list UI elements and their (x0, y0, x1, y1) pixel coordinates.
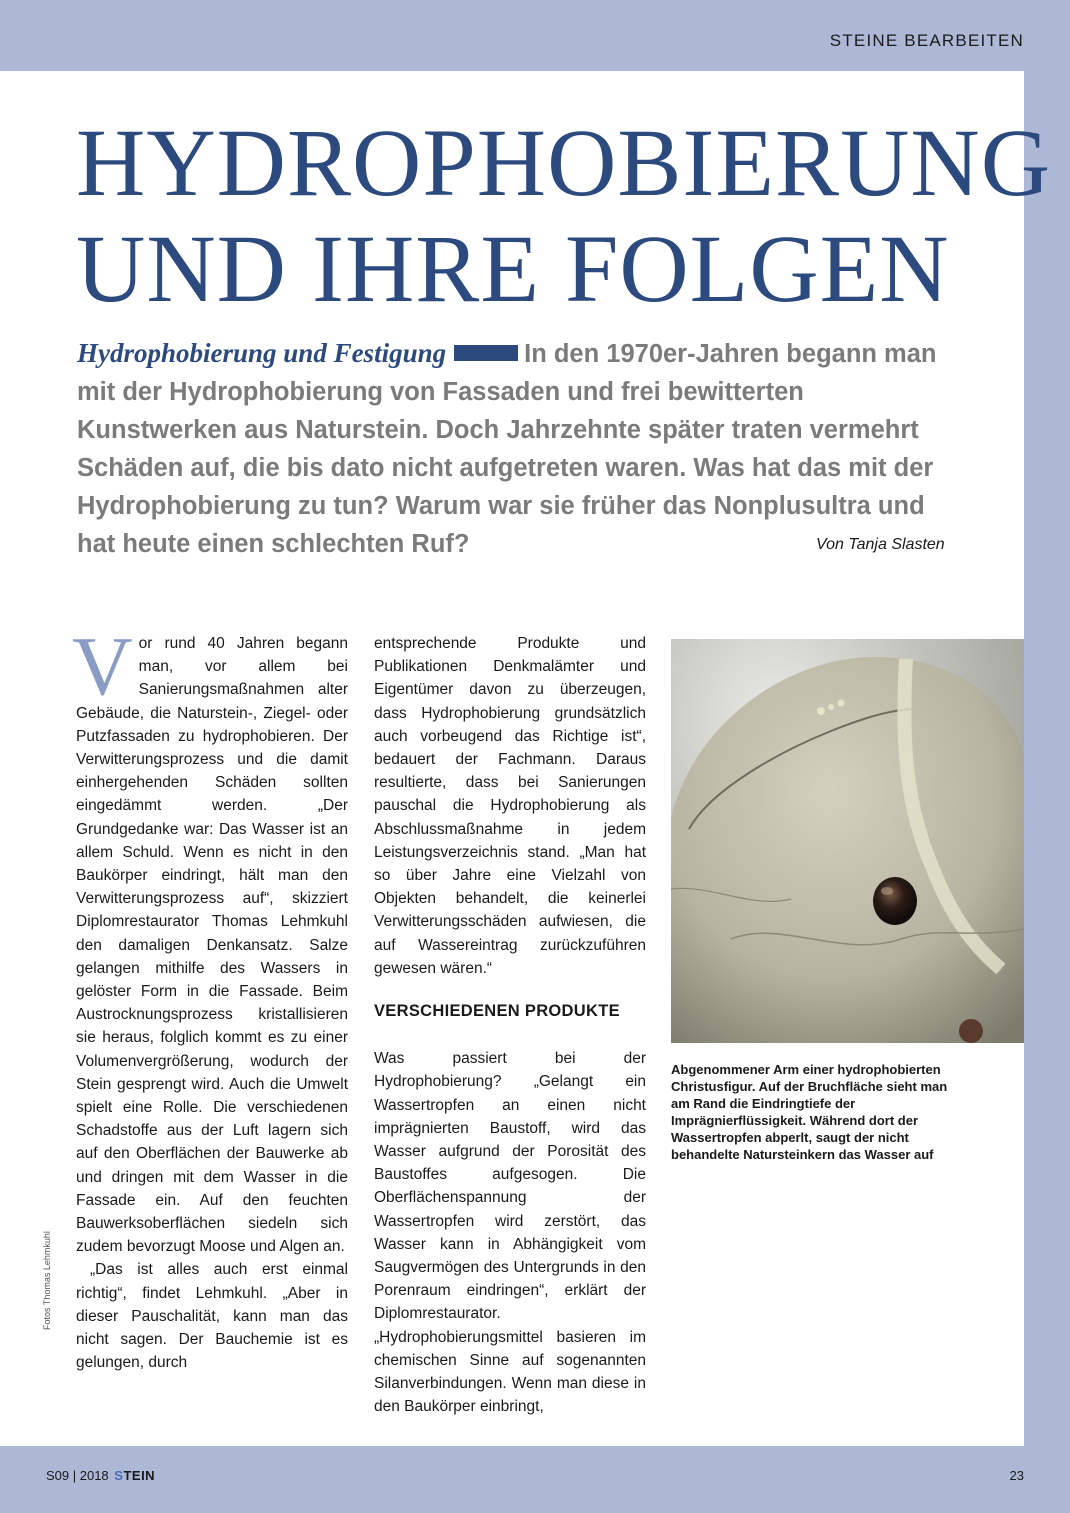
intro-paragraph (77, 334, 947, 563)
paragraph-3: entsprechende Produkte und Publikationen Denkmalämter und Eigentümer davon zu überzeugen, dass Hydrophobierung grundsätzlich auch vorbeugend das Richtige ist“, bedauert der Fachmann. Daraus resultierte, dass bei Sanierungen pauschal die Hydrophobierung als Abschlussmaßnahme in jedem Leistungsverzeichnis stand. „Man hat so über Jahre eine Vielzahl von Objekten behandelt, die keinerlei Verwitterungsschäden aufwiesen, die auf Wassereintrag zurückzuführen gewesen wären.“ (374, 635, 646, 977)
paragraph-1-text: or rund 40 Jahren begann man, vor allem bei Sanierungsmaßnahmen alter Gebäude, die Naturstein-, Ziegel- oder Putzfassaden zu hydrophobieren. Der Verwitterungsprozess und die damit einhergehenden Schäden sollten eingedämmt werden. „Der Grundgedanke war: Das Wasser ist an allem Schuld. Wenn es nicht in den Baukörper eindringt, hält man den Verwitterungsprozess auf“, skizziert Diplomrestaurator Thomas Lehmkuhl den damaligen Denkansatz. Salze gelangen mithilfe des Wassers in gelöster Form in die Fassade. Beim Austrocknungsprozess kristallisieren sie heraus, folglich kommt es zu einer Volumenvergrößerung, wodurch der Stein gesprengt wird. Auch die Umwelt spielt eine Rolle. Die verschiedenen Schadstoffe aus der Luft lagern sich auf den Oberflächen der Bauwerke ab und dringen mit dem Wasser in die Fassade ein. Auf den feuchten Bauwerksoberflächen siedeln sich zudem bevorzugt Moose und Algen an. (76, 635, 348, 1256)
byline: Von Tanja Slasten (816, 536, 945, 553)
subheading: VERSCHIEDENEN PRODUKTE (374, 1002, 620, 1021)
page-number: 23 (1009, 1468, 1024, 1483)
article-column-2 (374, 632, 646, 1419)
issue-number: S09 | 2018 (46, 1468, 109, 1483)
intro-kicker: Hydrophobierung und Festigung (77, 338, 447, 368)
article-title (76, 110, 1051, 322)
magazine-logo: STEIN (114, 1468, 156, 1483)
section-label: STEINE BEARBEITEN (829, 31, 1024, 50)
kicker-bar (454, 345, 518, 361)
photo-caption: Abgenommener Arm einer hydrophobierten Christusfigur. Auf der Bruchfläche sieht man am Rand die Eindringtiefe der Imprägnierflüssigkeit. Während dort der Wassertropfen abperlt, saugt der nicht behandelte Natursteinkern das Wasser auf (671, 1062, 948, 1162)
photo-credit: Fotos Thomas Lehmkuhl (42, 1231, 52, 1330)
footer-issue (46, 1468, 155, 1483)
paragraph-4: Was passiert bei der Hydrophobierung? „Gelangt ein Wassertropfen an einen nicht imprägnierten Baustoff, wird das Wasser aufgrund der Porosität des Baustoffes aufgesogen. Die Oberflächenspannung der Wassertropfen wird zerstört, das Wasser kann in Abhängigkeit vom Saugvermögen des Untergrunds in den Porenraum eindringen“, erklärt der Diplomrestaurator. „Hydrophobierungsmittel basieren im chemischen Sinne auf sogenannten Silanverbindungen. Wenn man diese in den Baukörper einbringt, (374, 1050, 646, 1416)
article-column-1 (72, 620, 348, 1375)
drop-cap: V (72, 620, 133, 713)
paragraph-2: „Das ist alles auch erst einmal richtig“, findet Lehmkuhl. „Aber in dieser Pauschalität, kann man das nicht sagen. Der Bauchemie ist es gelungen, durch (76, 1261, 348, 1372)
title-line-2: UND IHRE FOLGEN (76, 215, 950, 322)
stone-arm-photo (671, 639, 1024, 1043)
paragraph-1 (72, 620, 348, 1258)
intro-text: In den 1970er-Jahren begann man mit der Hydrophobierung von Fassaden und frei bewitterten Kunstwerken aus Naturstein. Doch Jahrzehnte später traten vermehrt Schäden auf, die bis dato nicht aufgetreten waren. Was hat das mit der Hydrophobierung zu tun? Warum war sie früher das Nonplusultra und hat heute einen schlechten Ruf? (77, 340, 937, 558)
title-line-1: HYDROPHOBIERUNG (76, 109, 1052, 216)
